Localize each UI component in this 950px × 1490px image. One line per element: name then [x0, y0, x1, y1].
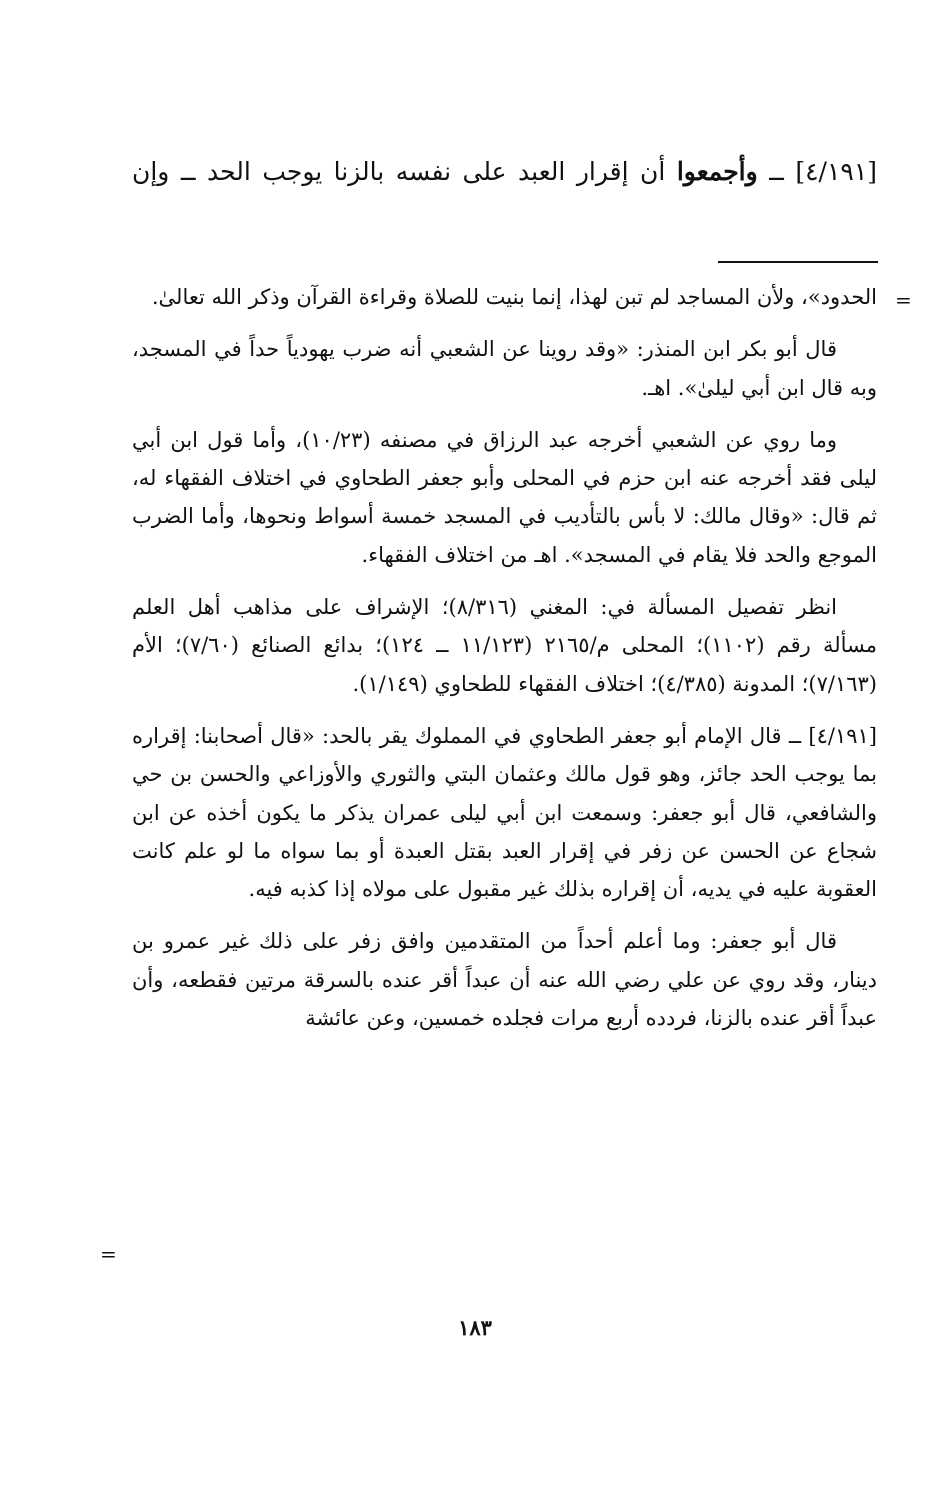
- footnote-paragraph-2: قال أبو بكر ابن المنذر: «وقد روينا عن الشعبي أنه ضرب يهودياً حداً في المسجد، وبه قال ابن أبي ليلىٰ». اهـ.: [132, 337, 877, 400]
- footnote-separator-rule: [718, 261, 878, 263]
- footnote-paragraph-6: قال أبو جعفر: وما أعلم أحداً من المتقدمين وافق زفر على ذلك غير عمرو بن دينار، وقد روي عن علي رضي الله عنه أن عبداً أقر عنده بالسرقة مرتين فقطعه، وأن عبداً أقر عنده بالزنا، فردده أربع مرات فجلده خمسين، وعن عائشة: [132, 929, 877, 1031]
- footnote-paragraph-4: انظر تفصيل المسألة في: المغني (٨/٣١٦)؛ الإشراف على مذاهب أهل العلم مسألة رقم (١١٠٢)؛ المحلى م/٢١٦٥ (١١/١٢٣ ــ ١٢٤)؛ بدائع الصنائع (٧/٦٠)؛ الأم (٧/١٦٣)؛ المدونة (٤/٣٨٥)؛ اختلاف الفقهاء للطحاوي (١/١٤٩).: [132, 595, 877, 696]
- footnote-continuation-mark-bottom: =: [100, 1242, 117, 1266]
- footnote-paragraph-1: الحدود»، ولأن المساجد لم تبن لهذا، إنما بنيت للصلاة وقراءة القرآن وذكر الله تعالىٰ.: [151, 285, 877, 309]
- main-text-bold-word: وأجمعوا: [676, 157, 758, 186]
- main-text-line: [132, 150, 877, 194]
- footnote-continuation-mark-top: =: [895, 288, 912, 312]
- footnotes-block: [132, 278, 877, 1037]
- main-text-ref: [٤/١٩١] ــ: [769, 157, 877, 186]
- main-text-rest: أن إقرار العبد على نفسه بالزنا يوجب الحد ــ وإن: [132, 157, 666, 186]
- footnote-paragraph-5: [٤/١٩١] ــ قال الإمام أبو جعفر الطحاوي في المملوك يقر بالحد: «قال أصحابنا: إقراره بما يوجب الحد جائز، وهو قول مالك وعثمان البتي والثوري والأوزاعي والحسن بن حي والشافعي، قال أبو جعفر: وسمعت ابن أبي ليلى عمران يذكر ما يكون أخذه عن ابن شجاع عن الحسن عن زفر في إقرار العبد بقتل العبدة أو بما سواه ما لو علم كانت العقوبة عليه في يديه، أن إقراره بذلك غير مقبول على مولاه إذا كذبه فيه.: [132, 723, 878, 902]
- footnote-paragraph-3: وما روي عن الشعبي أخرجه عبد الرزاق في مصنفه (١٠/٢٣)، وأما قول ابن أبي ليلى فقد أخرجه عنه ابن حزم في المحلى وأبو جعفر الطحاوي في اختلاف الفقهاء له، ثم قال: «وقال مالك: لا بأس بالتأديب في المسجد خمسة أسواط ونحوها، وأما الضرب الموجع والحد فلا يقام في المسجد». اهـ من اختلاف الفقهاء.: [132, 427, 877, 567]
- page-number: ١٨٣: [458, 1315, 492, 1340]
